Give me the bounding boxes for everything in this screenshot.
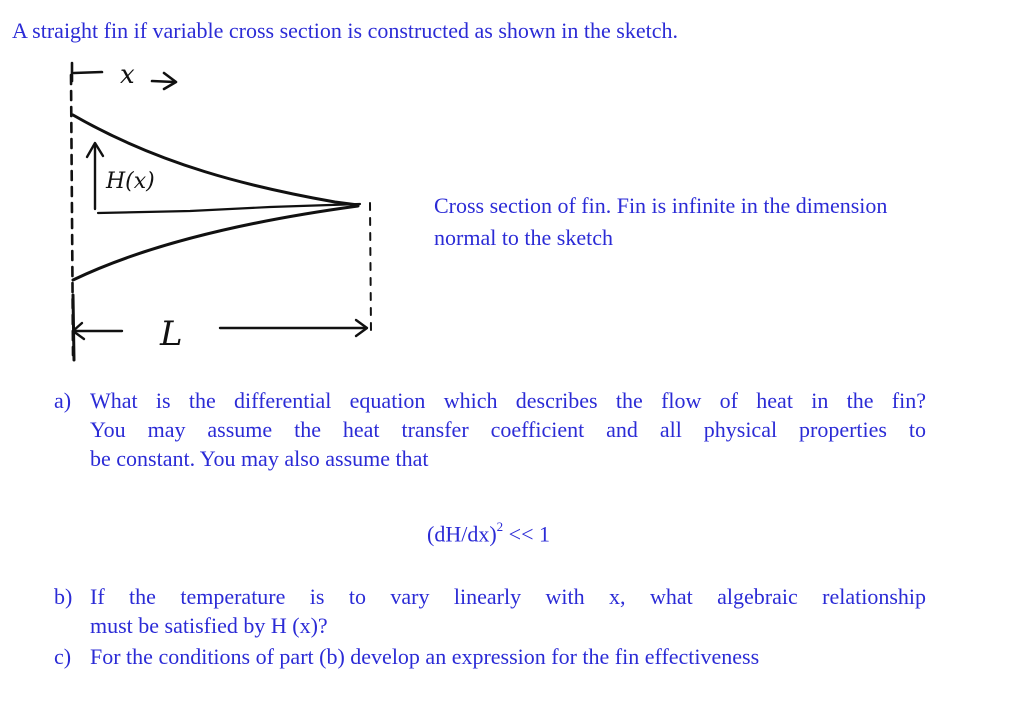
x-arrow-shaft (74, 72, 102, 73)
left-wall-base (73, 295, 74, 360)
question-c-label: c) (54, 644, 72, 669)
question-a-label: a) (54, 388, 72, 413)
question-a-line-2: You may assume the heat transfer coefficient and all physical properties to (90, 417, 926, 442)
fin-lower-contour (73, 206, 358, 280)
right-boundary-line (370, 203, 371, 333)
question-a-line-1: What is the differential equation which describes the flow of heat in the fin? (90, 388, 926, 413)
question-c-line-1: For the conditions of part (b) develop an expression for the fin effectiveness (90, 644, 760, 669)
fin-sketch (40, 55, 390, 365)
sketch-caption (434, 190, 887, 254)
question-b-label: b) (54, 584, 73, 609)
question-a-text (90, 386, 926, 473)
question-c-text (90, 642, 759, 671)
question-b-line-2: must be satisfied by H (x)? (90, 613, 328, 638)
x-arrow-shaft-right (152, 81, 174, 82)
l-label: L (160, 314, 183, 354)
question-b-line-1: If the temperature is to vary linearly with x, what algebraic relationship (90, 584, 926, 609)
h-label: H(x) (106, 169, 155, 194)
assumption-equation (427, 514, 550, 549)
x-label: x (120, 60, 135, 90)
question-a-line-3: be constant. You may also assume that (90, 446, 429, 471)
equation-exponent: 2 (496, 519, 504, 534)
equation-base: (dH/dx) (427, 521, 497, 547)
problem-intro: A straight fin if variable cross section is constructed as shown in the sketch. (12, 18, 678, 43)
caption-line-2: normal to the sketch (434, 225, 614, 250)
question-b-text (90, 582, 926, 640)
caption-line-1: Cross section of fin. Fin is infinite in the dimension (434, 193, 888, 218)
equation-rest: << 1 (503, 521, 550, 547)
